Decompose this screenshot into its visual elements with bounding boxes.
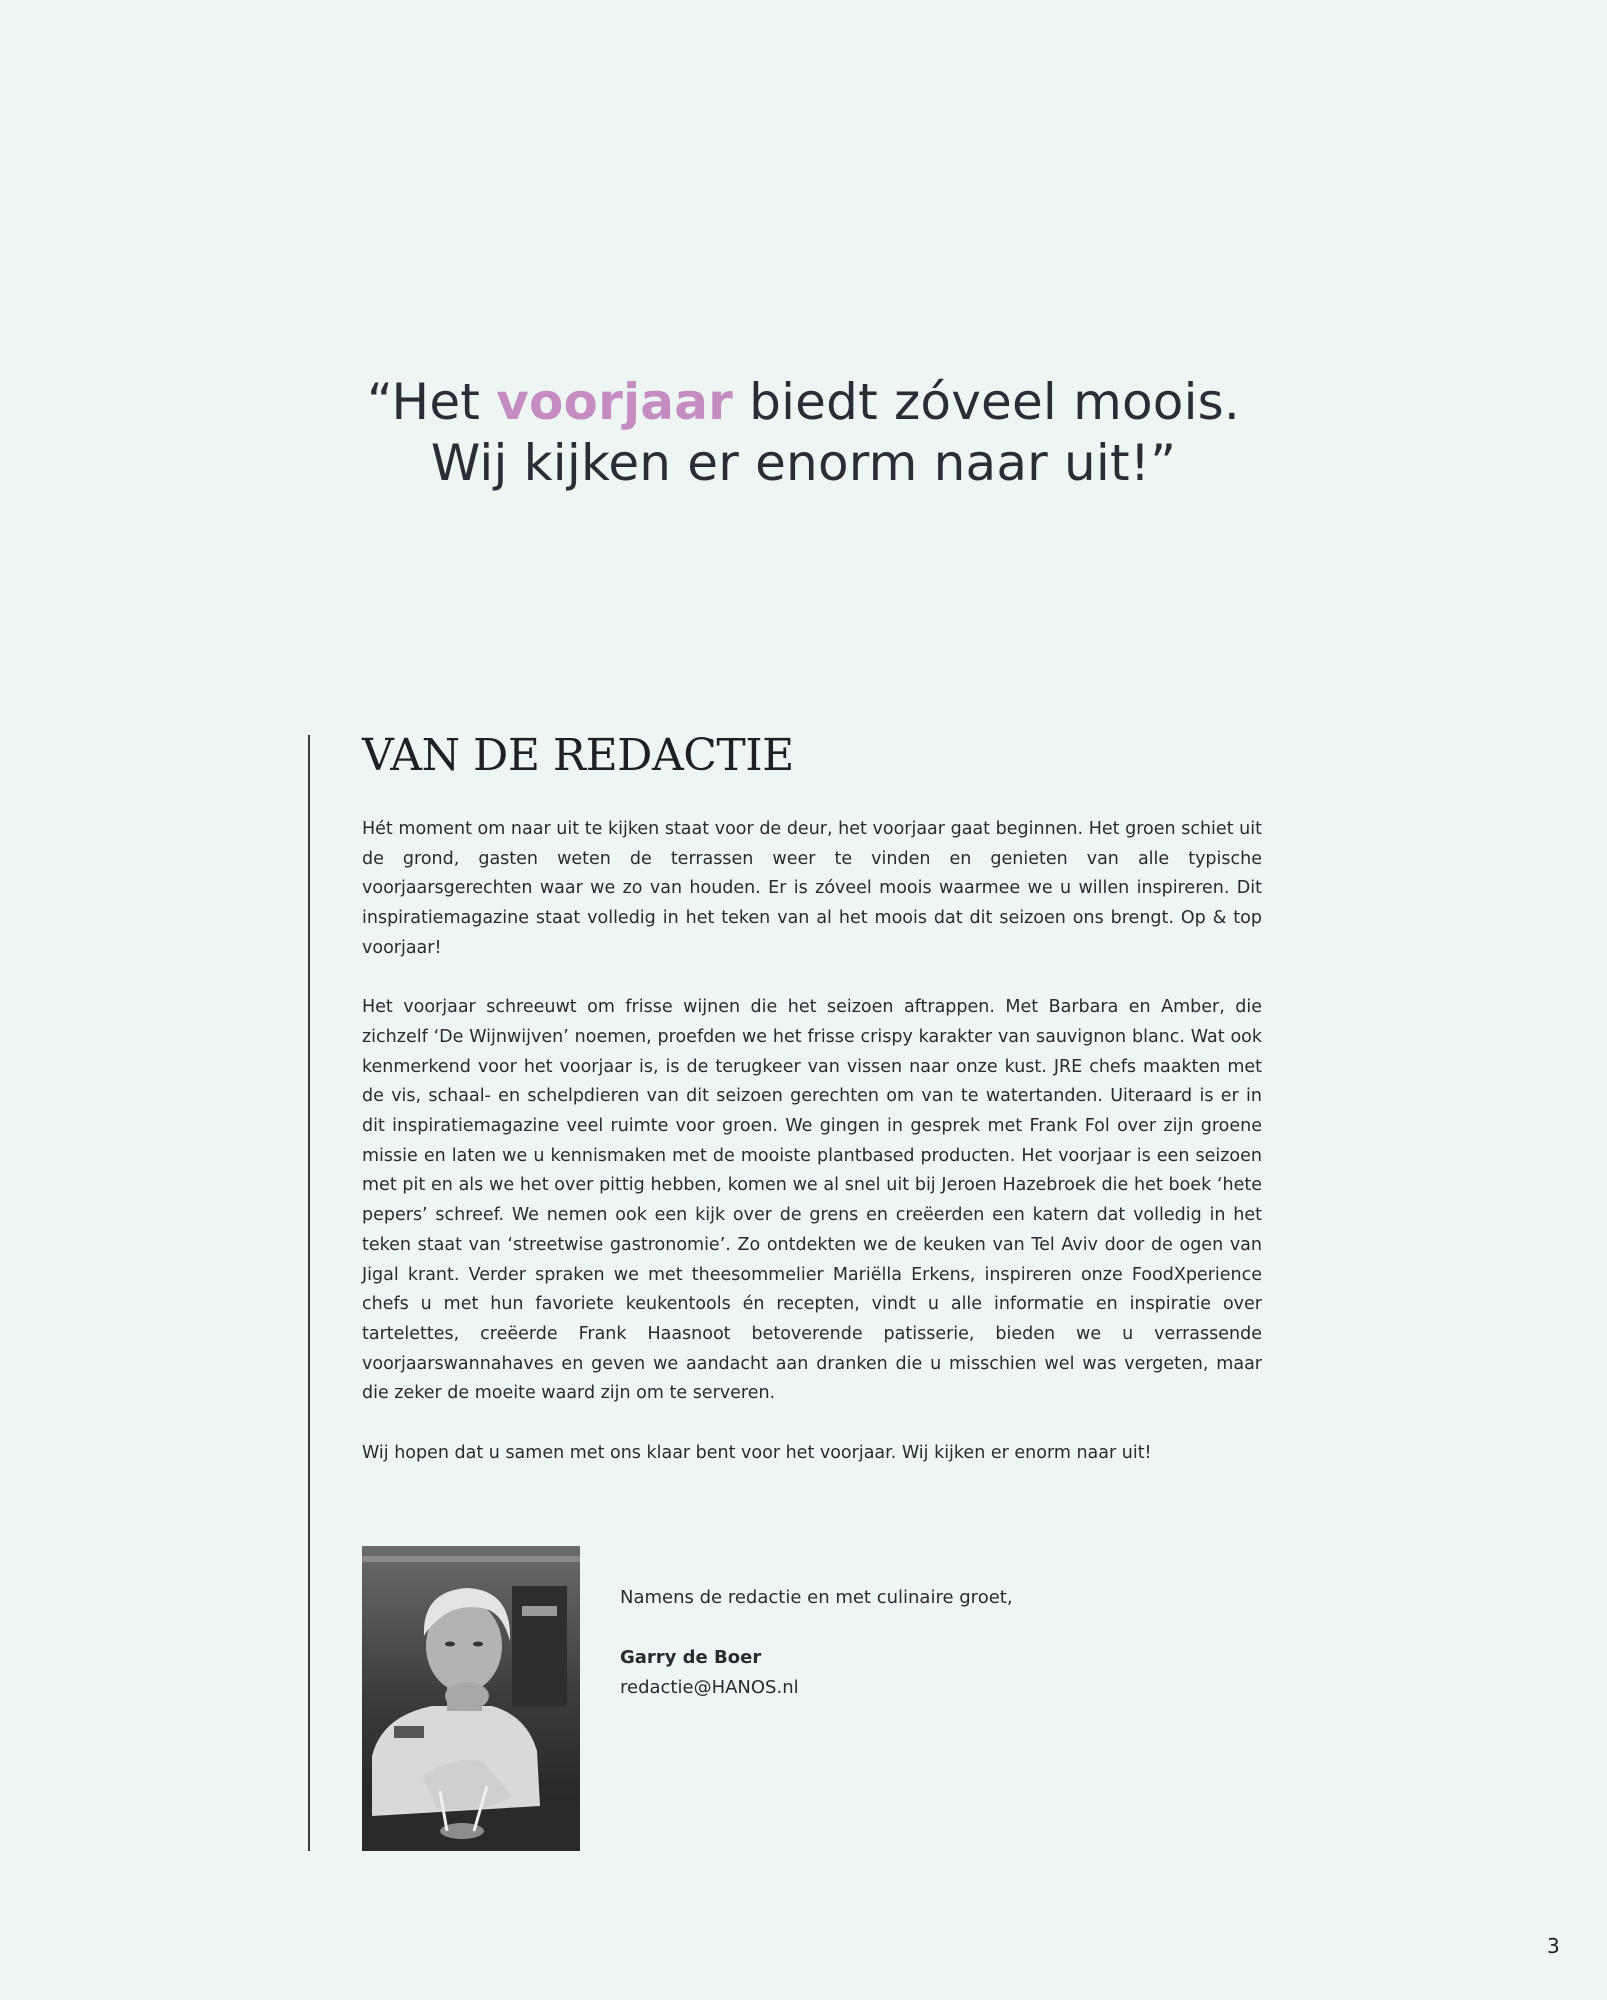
portrait-photo: [362, 1546, 580, 1851]
pull-quote-suffix: biedt zóveel moois.: [733, 373, 1241, 431]
pull-quote-prefix: “Het: [366, 373, 497, 431]
signoff-greeting: Namens de redactie en met culinaire groet,: [620, 1587, 1013, 1608]
article-body: [362, 815, 1262, 1468]
pull-quote: [0, 372, 1607, 494]
article-heading: VAN DE REDACTIE: [362, 730, 794, 781]
article-paragraph: Wij hopen dat u samen met ons klaar bent voor het voorjaar. Wij kijken er enorm naar uit!: [362, 1442, 1152, 1463]
signoff-email-link[interactable]: redactie@HANOS.nl: [620, 1677, 799, 1698]
article-paragraph: Hét moment om naar uit te kijken staat voor de deur, het voorjaar gaat beginnen. Het groen schiet uit de grond, gasten weten de terrassen weer te vinden en genieten van alle typische voorjaarsgerechten waar we zo van houden. Er is zóveel moois waarmee we u willen inspireren. Dit inspiratiemagazine staat volledig in het teken van al het moois dat dit seizoen ons brengt. Op & top voorjaar!: [362, 819, 1262, 958]
pull-quote-line-1: [0, 372, 1607, 433]
article-paragraph: Het voorjaar schreeuwt om frisse wijnen die het seizoen aftrappen. Met Barbara en Amber, die zichzelf ‘De Wijnwijven’ noemen, proefden we het frisse crispy karakter van sauvignon blanc. Wat ook kenmerkend voor het voorjaar is, is de terugkeer van vissen naar onze kust. JRE chefs maakten met de vis, schaal- en schelpdieren van dit seizoen gerechten om van te watertanden. Uiteraard is er in dit inspiratiemagazine veel ruimte voor groen. We gingen in gesprek met Frank Fol over zijn groene missie en laten we u kennismaken met de mooiste plantbased producten. Het voorjaar is een seizoen met pit en als we het over pittig hebben, komen we al snel uit bij Jeroen Hazebroek die het boek ‘hete pepers’ schreef. We nemen ook een kijk over de grens en creëerden een katern dat volledig in het teken staat van ‘streetwise gastronomie’. Zo ontdekten we de keuken van Tel Aviv door de ogen van Jigal krant. Verder spraken we met theesommelier Mariëlla Erkens, inspireren onze FoodXperience chefs u met hun favoriete keukentools én recepten, vindt u alle informatie en inspiratie over tartelettes, creëerde Frank Haasnoot betoverende patisserie, bieden we u verrassende voorjaarswannahaves en geven we aandacht aan dranken die u misschien wel was vergeten, maar die zeker de moeite waard zijn om te serveren.: [362, 997, 1262, 1404]
signoff: [620, 1583, 1013, 1703]
pull-quote-line-2: Wij kijken er enorm naar uit!”: [430, 434, 1177, 492]
page-number: 3: [1547, 1934, 1560, 1958]
vertical-divider: [308, 735, 310, 1851]
signoff-name: Garry de Boer: [620, 1647, 762, 1668]
pull-quote-accent-word: voorjaar: [496, 373, 734, 431]
portrait-photo-illustration: [362, 1546, 580, 1851]
